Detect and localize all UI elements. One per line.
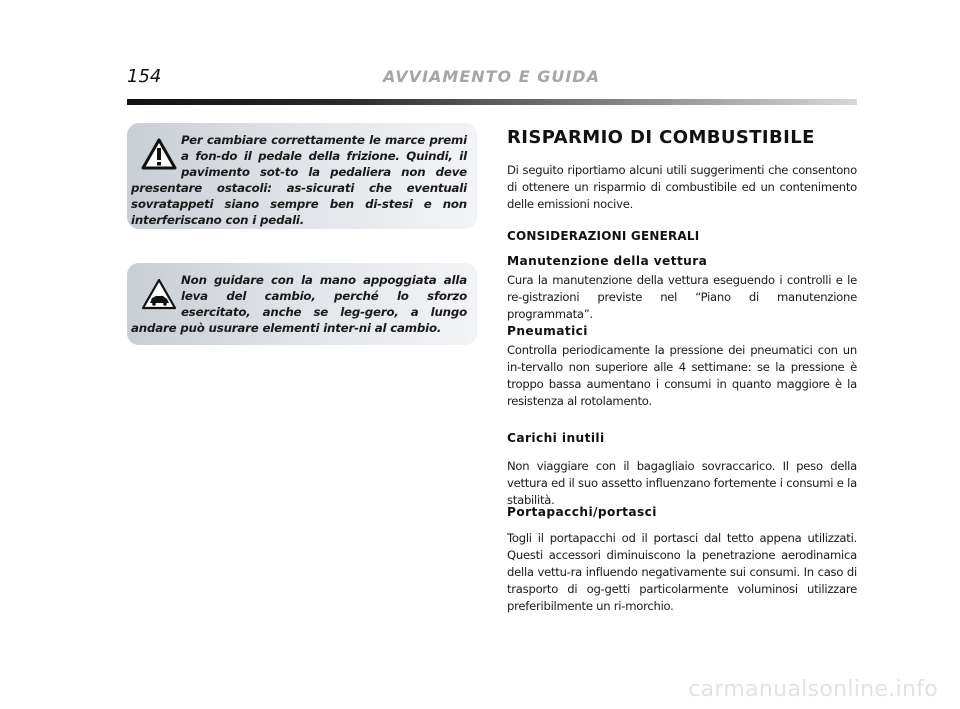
section-heading-loads: Carichi inutili [507, 431, 605, 445]
warning-text-clutch: Per cambiare correttamente le marce premi a fon-do il pedale della frizione. Quindi, il pavimento sot-to la pedaliera non deve presentare ostacoli: as-sicurati che eventuali sovratappeti siano sempre ben di-stesi e non interferiscano con i pedali. [131, 133, 467, 227]
warning-box-clutch [127, 123, 477, 229]
section-heading-tyres: Pneumatici [507, 324, 588, 338]
section-maintenance [507, 272, 857, 323]
section-body-roof-rack: Togli il portapacchi od il portasci dal tetto appena utilizzati. Questi accessori diminuiscono la penetrazione aerodinamica della vettu-ra influendo negativamente sui consumi. In caso di trasporto di og-getti particolarmente voluminosi utilizzare preferibilmente un ri-morchio. [507, 531, 857, 613]
page-number: 154 [127, 66, 162, 87]
section-heading-maintenance: Manutenzione della vettura [507, 254, 708, 268]
warning-text-gear-lever: Non guidare con la mano appoggiata alla leva del cambio, perché lo sforzo esercitato, anche se leg-gero, a lungo andare può usurare elementi inter-ni al cambio. [131, 273, 467, 335]
section-body-tyres: Controlla periodicamente la pressione dei pneumatici con un in-tervallo non superiore alle 4 settimane: se la pressione è troppo bassa aumentano i consumi in quanto maggiore è la resistenza al rotolamento. [507, 343, 857, 408]
section-tyres [507, 342, 857, 410]
header-rule [127, 99, 857, 105]
section-loads [507, 458, 857, 509]
article-title: RISPARMIO DI COMBUSTIBILE [507, 127, 815, 148]
general-heading: CONSIDERAZIONI GENERALI [507, 229, 700, 243]
section-title: AVVIAMENTO E GUIDA [383, 67, 600, 86]
section-heading-roof-rack: Portapacchi/portasci [507, 505, 657, 519]
watermark: carmanualsonline.info [688, 677, 938, 702]
section-body-maintenance: Cura la manutenzione della vettura eseguendo i controlli e le re-gistrazioni previste nel “Piano di manutenzione programmata”. [507, 273, 857, 321]
warning-box-gear-lever [127, 263, 477, 345]
section-body-loads: Non viaggiare con il bagagliaio sovraccarico. Il peso della vettura ed il suo assetto influenzano fortemente i consumi e la stabilità. [507, 459, 857, 507]
intro-text: Di seguito riportiamo alcuni utili suggerimenti che consentono di ottenere un risparmio di combustibile ed un contenimento delle emissioni nocive. [507, 163, 857, 211]
section-roof-rack [507, 530, 857, 615]
intro-block [507, 162, 857, 213]
